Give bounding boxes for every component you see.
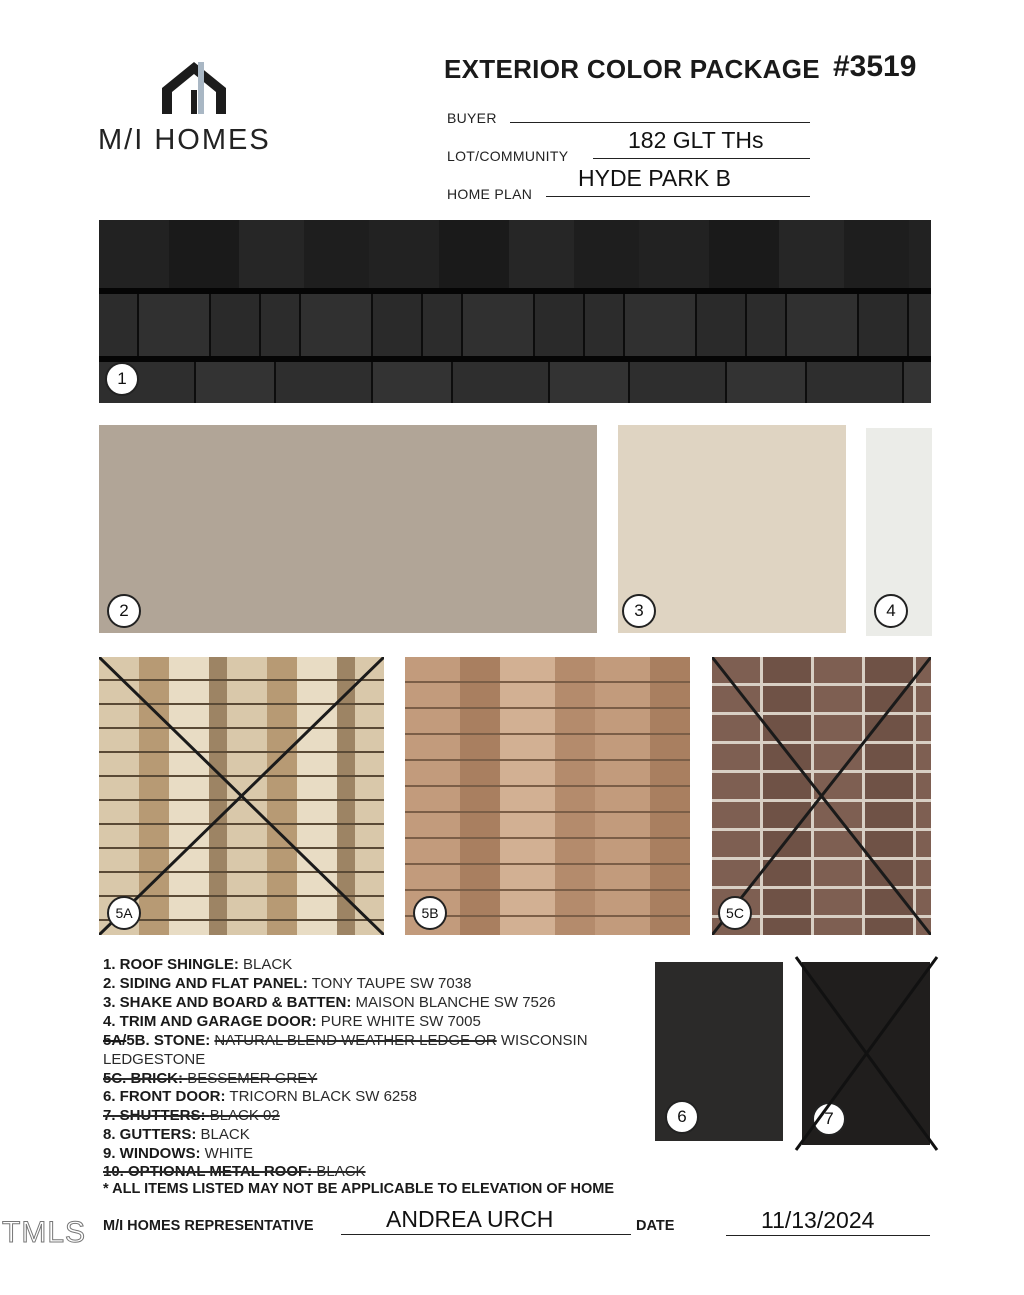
spec-item-7: 7. SHUTTERS: BLACK 02 (103, 1107, 280, 1124)
buyer-label: BUYER (447, 110, 497, 126)
buyer-line (510, 122, 810, 123)
applicability-note: * ALL ITEMS LISTED MAY NOT BE APPLICABLE TO ELEVATION OF HOME (103, 1181, 615, 1197)
badge-5b: 5B (413, 896, 447, 930)
cross-out-mark (99, 657, 384, 935)
spec-item-3: 3. SHAKE AND BOARD & BATTEN: MAISON BLANCHE SW 7526 (103, 994, 556, 1011)
spec-item-10: 10. OPTIONAL METAL ROOF: BLACK (103, 1163, 366, 1180)
rep-value: ANDREA URCH (386, 1206, 554, 1232)
trim-swatch (866, 428, 932, 636)
house-logo-icon (160, 60, 228, 116)
siding-swatch (99, 425, 597, 633)
badge-3: 3 (622, 594, 656, 628)
rep-label: M/I HOMES REPRESENTATIVE (103, 1218, 314, 1234)
date-label: DATE (636, 1218, 675, 1234)
shake-swatch (618, 425, 846, 633)
page-title: EXTERIOR COLOR PACKAGE (444, 54, 820, 84)
front-door-swatch (655, 962, 783, 1141)
date-value: 11/13/2024 (761, 1207, 875, 1233)
home-plan-label: HOME PLAN (447, 186, 533, 202)
badge-6: 6 (665, 1100, 699, 1134)
rep-line (341, 1234, 631, 1235)
stone-5b-swatch (405, 657, 690, 935)
cross-out-mark (794, 955, 939, 1152)
badge-5c: 5C (718, 896, 752, 930)
lot-community-value: 182 GLT THs (628, 127, 764, 153)
home-plan-value: HYDE PARK B (578, 165, 731, 191)
spec-item-5: 5A/5B. STONE: NATURAL BLEND WEATHER LEDGE OR WISCONSIN LEDGESTONE (103, 1032, 588, 1068)
badge-7: 7 (812, 1102, 846, 1136)
badge-5a: 5A (107, 896, 141, 930)
lot-community-label: LOT/COMMUNITY (447, 148, 569, 164)
spec-item-6: 6. FRONT DOOR: TRICORN BLACK SW 6258 (103, 1088, 417, 1105)
stone-5a-swatch (99, 657, 384, 935)
badge-4: 4 (874, 594, 908, 628)
roof-shingle-swatch (99, 220, 931, 403)
badge-2: 2 (107, 594, 141, 628)
brick-5c-swatch (712, 657, 931, 935)
spec-item-4: 4. TRIM AND GARAGE DOOR: PURE WHITE SW 7005 (103, 1013, 481, 1030)
spec-item-8: 8. GUTTERS: BLACK (103, 1126, 250, 1143)
home-plan-line (546, 196, 810, 197)
package-number: #3519 (833, 50, 917, 83)
lot-community-line (593, 158, 810, 159)
cross-out-mark (712, 657, 931, 935)
spec-item-9: 9. WINDOWS: WHITE (103, 1145, 253, 1162)
badge-1: 1 (105, 362, 139, 396)
spec-item-1: 1. ROOF SHINGLE: BLACK (103, 956, 293, 973)
spec-item-5c: 5C. BRICK: BESSEMER GREY (103, 1070, 318, 1087)
watermark: TMLS (2, 1216, 87, 1249)
brand-name: M/I HOMES (98, 124, 271, 156)
spec-item-2: 2. SIDING AND FLAT PANEL: TONY TAUPE SW 7038 (103, 975, 472, 992)
date-line (726, 1235, 930, 1236)
